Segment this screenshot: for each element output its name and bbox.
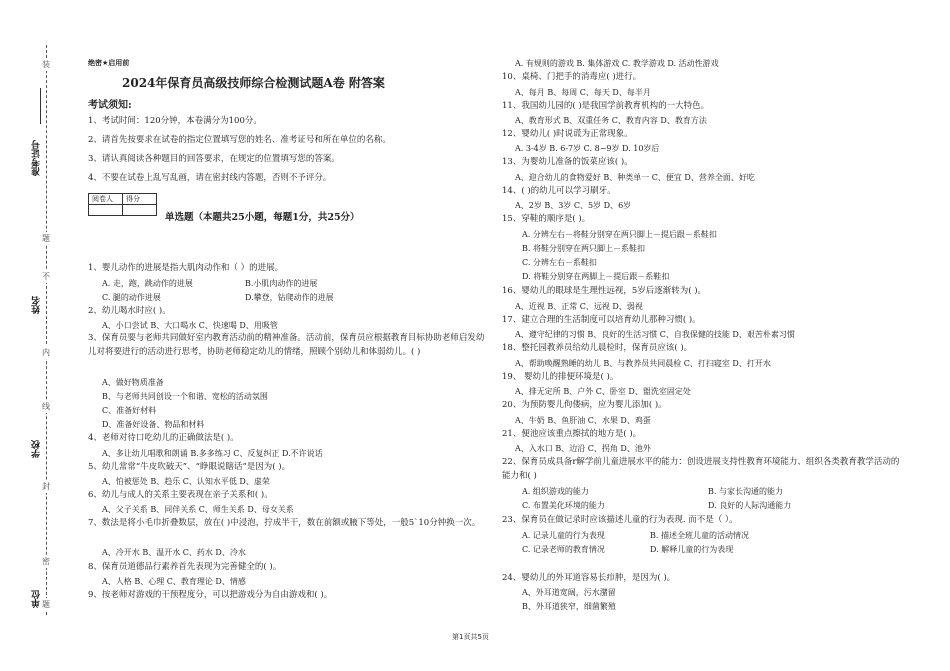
option: A. 组织游戏的能力 <box>522 487 589 496</box>
seal-char-5: 封 <box>42 482 50 491</box>
options: A. 3-4岁 B. 6-7岁 C. 8~9岁 D. 10岁后 <box>515 144 660 153</box>
question-13: 13、为婴幼儿准备的饭菜应该( )。 <box>502 157 633 167</box>
options: A. 有规则的游戏 B. 集体游戏 C. 教学游戏 D. 活动性游戏 <box>515 59 719 68</box>
options: A、人格 B、心理 C、教育理论 D、情感 <box>102 577 246 586</box>
notice-item: 2、请首先按要求在试卷的指定位置填写您的姓名、准考证号和所在单位的名称。 <box>88 135 391 145</box>
option: C. 腿的动作进展 <box>102 293 161 302</box>
option: A. 走，跑，跳动作的进展 <box>102 279 193 288</box>
option: D.攀登，钻爬动作的进展 <box>245 293 334 302</box>
option: C. 分辨左右－系鞋扣 <box>522 258 597 267</box>
seal-line <box>40 88 41 124</box>
score-table <box>88 193 157 216</box>
section-title: 单选题（本题共25小题，每题1分，共25分） <box>165 212 360 223</box>
question-8: 8、保育员道德品行素养首先表现为完善健全的( )。 <box>88 562 282 572</box>
question-11: 11、我国幼儿园的( )是我国学前教育机构的一大特色。 <box>502 101 710 111</box>
option: B、与老师共同创设一个和谐、宽松的活动氛围 <box>102 392 268 401</box>
question-12: 12、婴幼儿( )时说谎为正常现象。 <box>502 129 633 139</box>
label-exam-number: 准考证号 <box>32 140 42 176</box>
option: D、准备好设备、物品和材料 <box>102 420 205 429</box>
option: C、准备好材料 <box>102 406 157 415</box>
binding-dashed-line <box>46 45 47 615</box>
options: A、2岁 B、3岁 C、5岁 D、6岁 <box>515 201 632 210</box>
option: B、外耳道狭窄，细菌繁殖 <box>522 602 616 611</box>
option: B.小肌肉动作的进展 <box>245 279 318 288</box>
option: D. 将鞋分别穿在两脚上－提后跟－系鞋扣 <box>522 272 670 281</box>
question-24: 24、婴幼儿的外耳道容易长疖肿，是因为( )。 <box>502 573 676 583</box>
question-18: 18、整托园教养员给幼儿晨检时，保育员应该( )。 <box>502 343 693 353</box>
option: D. 良好的人际沟通能力 <box>708 501 792 510</box>
question-5: 5、幼儿常常“牛皮吹破天”、“睁眼说瞎话”是因为( )。 <box>88 462 291 472</box>
notice-item: 4、不要在试卷上乱写乱画，请在密封线内答题，否则不予评分。 <box>88 173 332 183</box>
label-name: 姓名 <box>32 296 42 314</box>
question-14: 14、( )的幼儿可以学习刷牙。 <box>502 186 616 196</box>
question-21: 21、便池应该重点擦拭的地方是( )。 <box>502 429 642 439</box>
question-23: 23、保育员在做记录时应该描述儿童的行为表现. 而不是（ ）。 <box>502 515 738 525</box>
options: A、排无定所 B、户外 C、卧室 D、盥洗室固定处 <box>515 387 691 396</box>
question-3: 3、保育员要与老师共同做好室内教育活动前的精神准备。活动前，保育员应根据教育目标协助老师启发幼儿对将要进行的活动进行思考，协助老师稳定幼儿的情绪，照顾个别幼儿和体弱幼儿。( ) <box>88 333 485 357</box>
page-footer: 第1页共5页 <box>452 633 489 641</box>
question-22: 22、保育员成具备r解学前儿童进展水平的能力：创设进展支持性教育环境能力、组织各类教育教学活动的能力和( ) <box>502 457 900 481</box>
seal-char-4: 线 <box>42 402 50 411</box>
option: C. 布置美化环境的能力 <box>522 501 605 510</box>
score-table-grader-label: 阅卷人 <box>89 194 123 205</box>
question-2: 2、幼儿喝水时应( )。 <box>88 306 171 316</box>
question-19: 19、 婴幼儿的排便环境是( )。 <box>502 372 619 382</box>
question-4: 4、老师对待口吃幼儿的正确做法是( )。 <box>88 433 239 443</box>
question-7: 7、数法是将小毛巾折叠数层，放在( )中浸泡，拧成半干，数在前额或腋下等处，一般5`10分钟换一次。 <box>88 518 481 528</box>
options: A、帮助唤醒熟睡的幼儿 B、与教养员共同晨检 C、打扫寝室 D、打开水 <box>515 359 771 368</box>
options: A、父子关系 B、同伴关系 C、师生关系 D、母女关系 <box>102 505 294 514</box>
question-20: 20、为预防婴儿佝偻病，应为婴儿添加( )。 <box>502 400 667 410</box>
label-school: 学校 <box>32 440 42 458</box>
label-unit: 单位 <box>32 590 42 608</box>
seal-char-6: 密 <box>42 557 50 566</box>
option: B. 将鞋分别穿在两只脚上－系鞋扣 <box>522 244 645 253</box>
score-table-score-cell[interactable] <box>123 205 157 216</box>
option: C. 记录老师的教育情况 <box>522 545 605 554</box>
options: A、遵守纪律的习惯 B、良好的生活习惯 C、自我保健的技能 D、艰苦朴素习惯 <box>515 330 795 339</box>
notice-heading: 考试须知: <box>88 100 132 111</box>
options: A、教育形式 B、双重任务 C、教育内容 D、教育方法 <box>515 116 707 125</box>
option: B. 与家长沟通的能力 <box>708 487 783 496</box>
options: A、多让幼儿唱歌和朗诵 B.多多练习 C、反复纠正 D.不许说话 <box>102 449 323 458</box>
options: A、冷开水 B、温开水 C、药水 D、冷水 <box>102 548 246 557</box>
question-9: 9、按老师对游戏的干预程度分，可以把游戏分为自由游戏和( )。 <box>88 590 333 600</box>
seal-char-3: 内 <box>42 348 50 357</box>
option: A. 记录儿童的行为表现 <box>522 531 605 540</box>
question-17: 17、建立合理的生活制度可以培育幼儿那种习惯( )。 <box>502 315 701 325</box>
notice-item: 3、请认真阅读各种题目的回答要求，在规定的位置填写您的答案。 <box>88 154 340 164</box>
seal-char-top: 装 <box>42 60 50 69</box>
option: A. 分辨左右－将鞋分别穿在两只脚上－提后跟－系鞋扣 <box>522 230 717 239</box>
question-1: 1、婴儿动作的进展是指大肌肉动作和（ ）的进展。 <box>88 263 284 273</box>
options: A、入水口 B、边沿 C、拐角 D、池外 <box>515 444 651 453</box>
score-table-grader-cell[interactable] <box>89 205 123 216</box>
option: A、做好物质准备 <box>102 378 164 387</box>
option: B. 描述全班儿童的活动情况 <box>650 531 749 540</box>
option: D. 解释儿童的行为表现 <box>650 545 734 554</box>
notice-item: 1、考试时间：120分钟，本卷满分为100分。 <box>88 116 262 126</box>
seal-char-1: 题 <box>42 234 50 243</box>
seal-char-7: 题 <box>42 600 50 609</box>
options: A、牛奶 B、鱼肝油 C、水果 D、鸡蛋 <box>515 416 651 425</box>
question-16: 16、婴幼儿的眼球是生理性远视，5岁后逐渐转为( )。 <box>502 286 707 296</box>
page-title: 2024年保育员高级技师综合检测试题A卷 附答案 <box>122 76 385 90</box>
options: A、每月 B、每周 C、每天 D、每半月 <box>515 88 651 97</box>
options: A、小口尝试 B、大口喝水 C、快速喝 D、用吸管 <box>102 321 278 330</box>
options: A、怕被惩处 B、趋乐 C、认知水平低 D、虚荣 <box>102 477 270 486</box>
question-6: 6、幼儿与成人的关系主要表现在亲子关系和( )。 <box>88 490 273 500</box>
option: A、外耳道宽阔，污水潴留 <box>522 588 616 597</box>
options: A、近视 B、正常 C、远视 D、弱视 <box>515 302 643 311</box>
options: A、迎合幼儿的食物爱好 B、种类单一 C、便宜 D、营养全面、好吃 <box>515 173 755 182</box>
score-table-score-label: 得分 <box>123 194 157 205</box>
question-15: 15、穿鞋的顺序是( )。 <box>502 214 591 224</box>
seal-char-2: 不 <box>42 272 50 281</box>
question-10: 10、桌椅、门把手的消毒应( )进行。 <box>502 72 642 82</box>
secret-mark: 绝密★启用前 <box>88 59 130 67</box>
